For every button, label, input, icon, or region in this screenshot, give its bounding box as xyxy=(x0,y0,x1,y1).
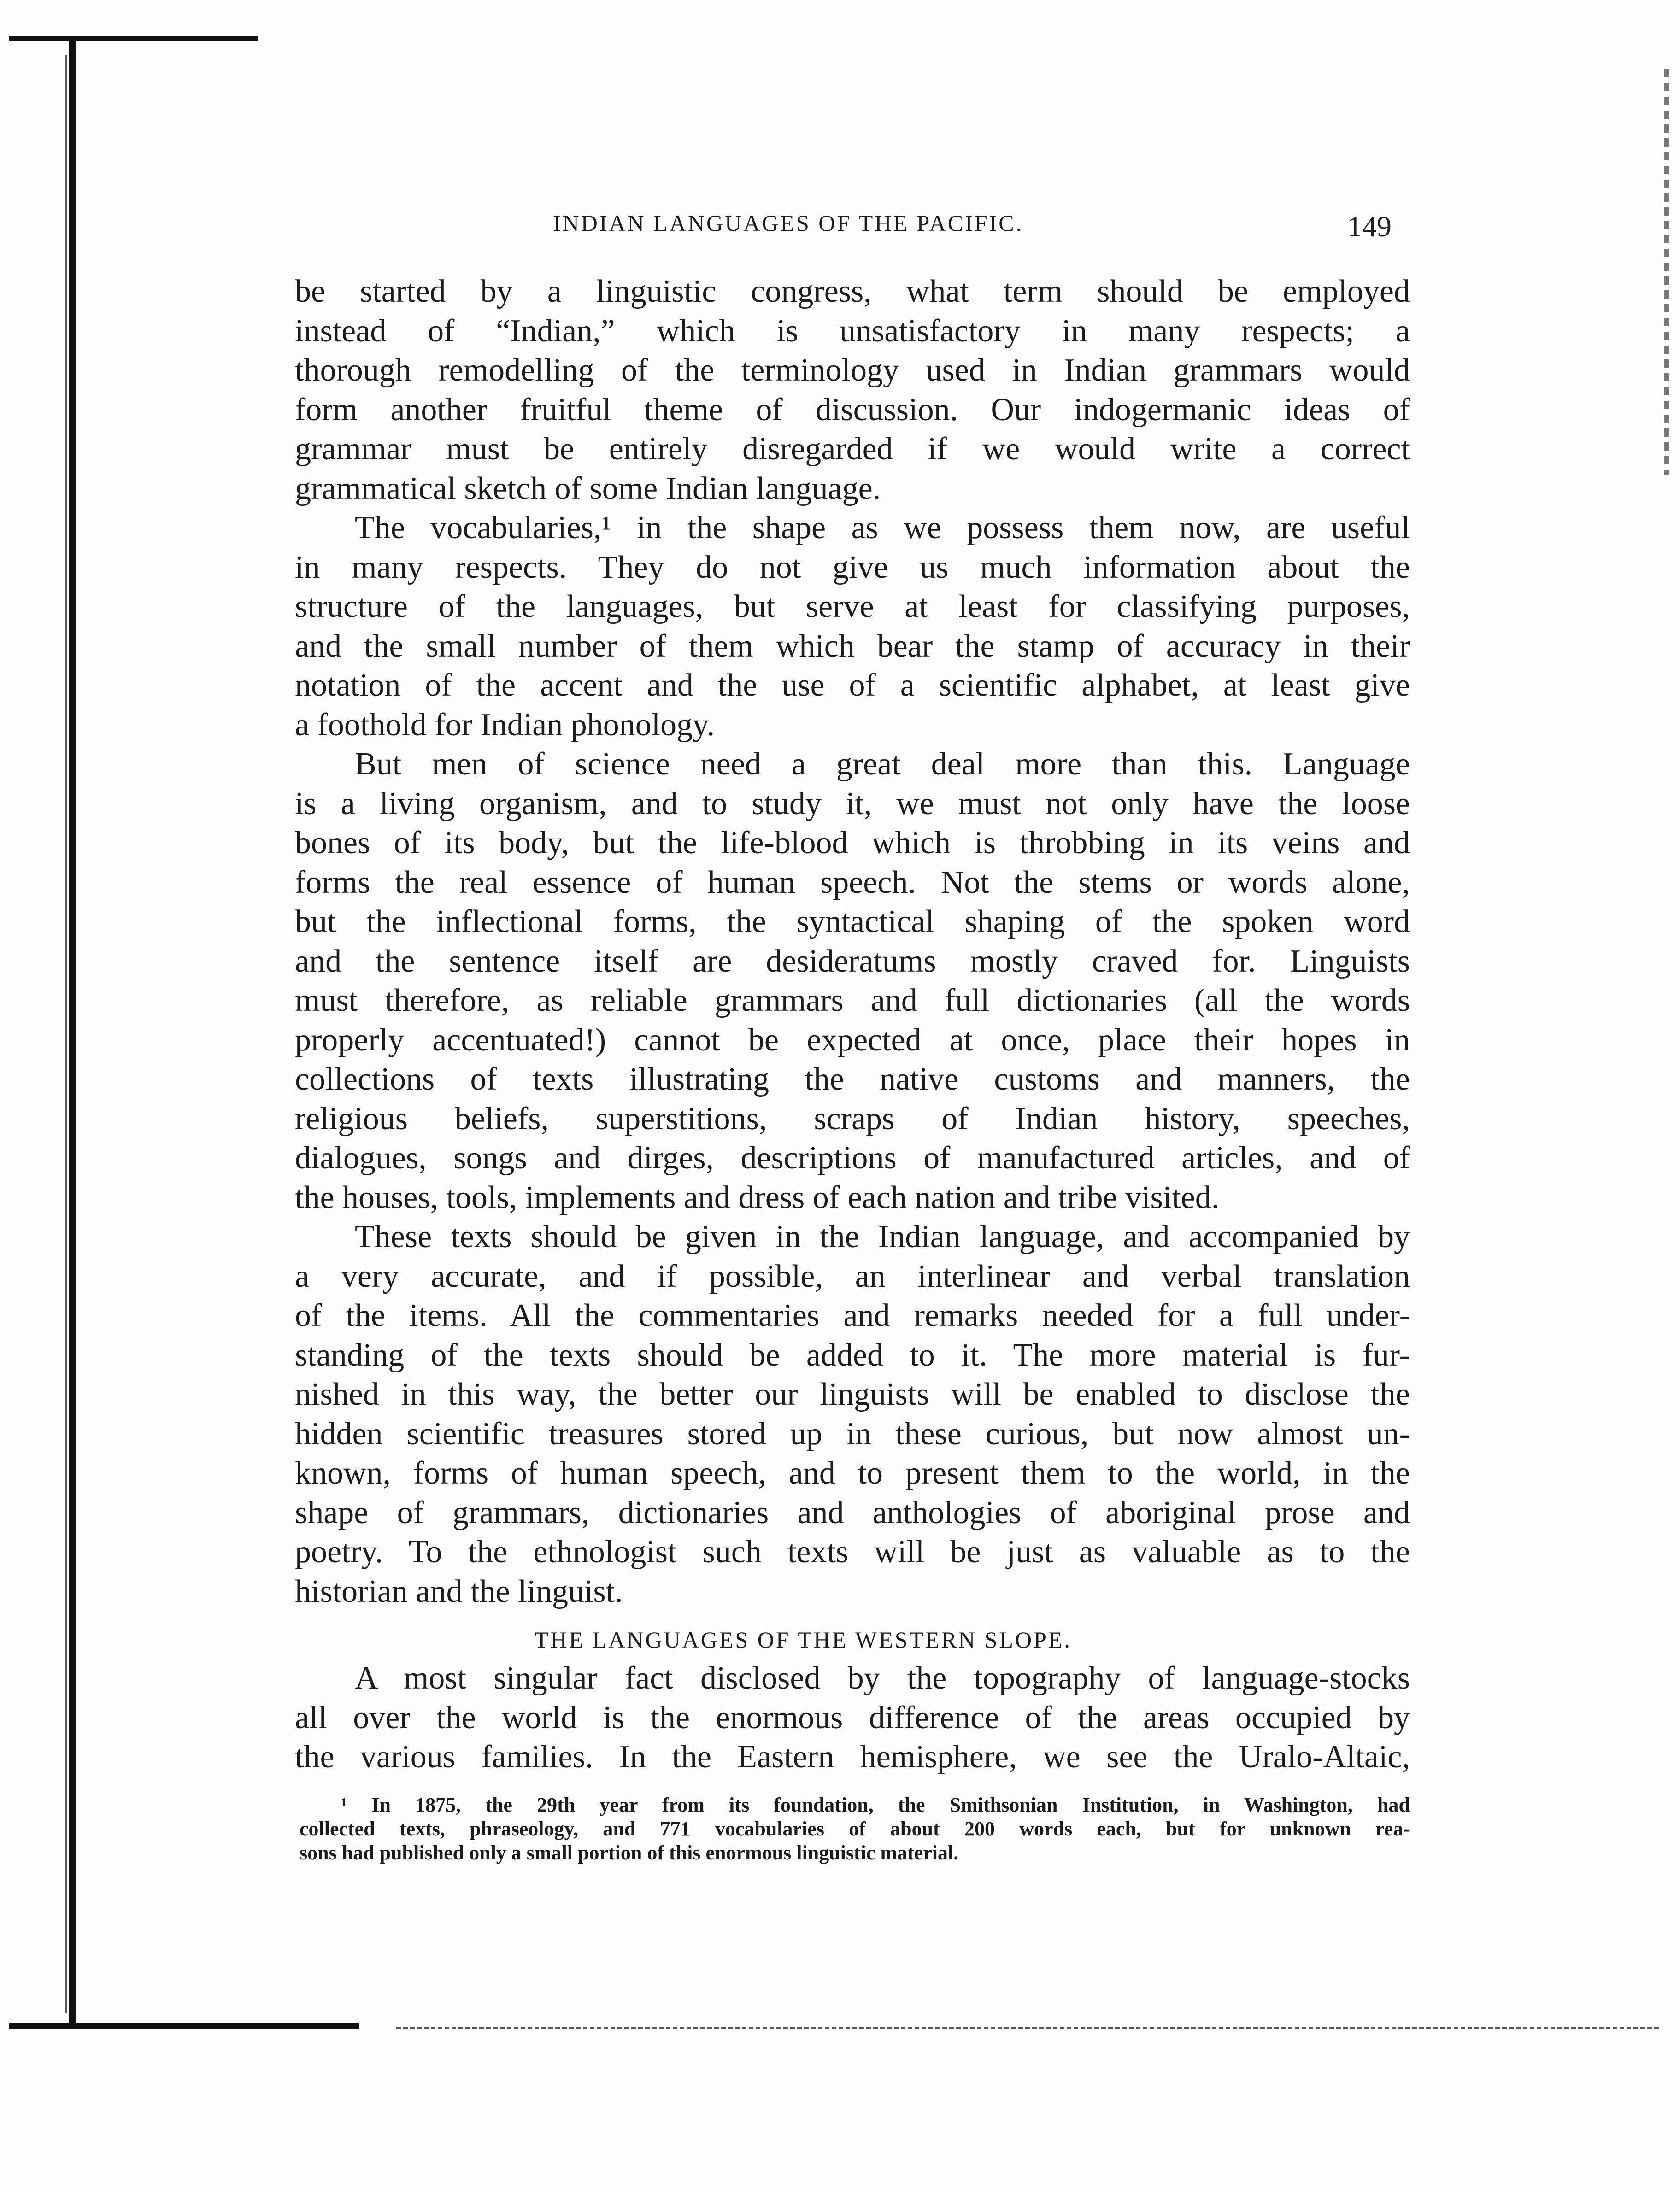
body-line: be started by a linguistic congress, what term should be employed xyxy=(295,274,1410,309)
page-number: 149 xyxy=(1347,210,1392,243)
body-line: structure of the languages, but serve at least for classifying purposes, xyxy=(295,589,1410,624)
body-line: form another fruitful theme of discussion. Our indogermanic ideas of xyxy=(295,392,1410,428)
body-line: the various families. In the Eastern hemisphere, we see the Uralo-Altaic, xyxy=(295,1739,1410,1775)
bottom-rule xyxy=(9,2023,359,2029)
body-line: But men of science need a great deal more than this. Language xyxy=(355,746,1410,782)
body-line: shape of grammars, dictionaries and anthologies of aboriginal prose and xyxy=(295,1495,1410,1530)
body-line: a very accurate, and if possible, an interlinear and verbal translation xyxy=(295,1258,1410,1294)
body-line: the houses, tools, implements and dress of each nation and tribe visited. xyxy=(295,1179,1220,1215)
bottom-dashed-rule xyxy=(396,2027,1659,2029)
running-title: INDIAN LANGUAGES OF THE PACIFIC. xyxy=(553,210,1024,236)
body-line: nished in this way, the better our linguists will be enabled to disclose the xyxy=(295,1377,1410,1412)
body-line: religious beliefs, superstitions, scraps of Indian history, speeches, xyxy=(295,1101,1410,1137)
section-heading: THE LANGUAGES OF THE WESTERN SLOPE. xyxy=(535,1627,1072,1653)
body-line: all over the world is the enormous difference of the areas occupied by xyxy=(295,1700,1410,1736)
footnote-line: sons had published only a small portion of this enormous linguistic material. xyxy=(300,1841,959,1864)
body-line: is a living organism, and to study it, we must not only have the loose xyxy=(295,786,1410,821)
body-line: grammar must be entirely disregarded if we would write a correct xyxy=(295,431,1410,467)
body-line: in many respects. They do not give us much information about the xyxy=(295,549,1410,585)
body-line: instead of “Indian,” which is unsatisfactory in many respects; a xyxy=(295,313,1410,349)
body-line: historian and the linguist. xyxy=(295,1573,623,1609)
body-line: These texts should be given in the Indian language, and accompanied by xyxy=(355,1219,1410,1255)
footnote-line: ¹ In 1875, the 29th year from its foundation, the Smithsonian Institution, in Washington, had xyxy=(341,1794,1410,1816)
footnotes xyxy=(300,1793,1410,1865)
body-line: A most singular fact disclosed by the topography of language-stocks xyxy=(355,1660,1410,1696)
body-line: must therefore, as reliable grammars and full dictionaries (all the words xyxy=(295,983,1410,1018)
body-line: forms the real essence of human speech. Not the stems or words alone, xyxy=(295,864,1410,900)
body-line: thorough remodelling of the terminology used in Indian grammars would xyxy=(295,352,1410,388)
body-line: collections of texts illustrating the native customs and manners, the xyxy=(295,1061,1410,1097)
body-line: dialogues, songs and dirges, descriptions of manufactured articles, and of xyxy=(295,1140,1410,1176)
right-page-edge xyxy=(1664,69,1669,475)
page-header xyxy=(553,210,1392,246)
binding-spine-rule xyxy=(69,36,76,2026)
body-line: standing of the texts should be added to it. The more material is fur- xyxy=(295,1337,1410,1373)
body-line: poetry. To the ethnologist such texts will be just as valuable as to the xyxy=(295,1534,1410,1570)
body-line: grammatical sketch of some Indian language. xyxy=(295,470,881,506)
body-line: but the inflectional forms, the syntactical shaping of the spoken word xyxy=(295,904,1410,939)
top-rule xyxy=(9,36,258,41)
footnote-line: collected texts, phraseology, and 771 vocabularies of about 200 words each, but for unknown rea- xyxy=(300,1818,1410,1840)
body-line: of the items. All the commentaries and remarks needed for a full under- xyxy=(295,1298,1410,1333)
body-line: and the small number of them which bear the stamp of accuracy in their xyxy=(295,628,1410,664)
binding-edge-shadow xyxy=(65,55,67,2013)
body-line: known, forms of human speech, and to present them to the world, in the xyxy=(295,1455,1410,1491)
body-line: a foothold for Indian phonology. xyxy=(295,707,715,743)
body-line: The vocabularies,¹ in the shape as we possess them now, are useful xyxy=(355,510,1410,545)
section-body-text xyxy=(295,1659,1410,1777)
body-line: notation of the accent and the use of a scientific alphabet, at least give xyxy=(295,668,1410,703)
body-line: bones of its body, but the life-blood which is throbbing in its veins and xyxy=(295,825,1410,861)
body-line: hidden scientific treasures stored up in these curious, but now almost un- xyxy=(295,1416,1410,1452)
body-line: and the sentence itself are desideratums mostly craved for. Linguists xyxy=(295,943,1410,979)
body-line: properly accentuated!) cannot be expected at once, place their hopes in xyxy=(295,1022,1410,1058)
body-text xyxy=(295,272,1410,1611)
